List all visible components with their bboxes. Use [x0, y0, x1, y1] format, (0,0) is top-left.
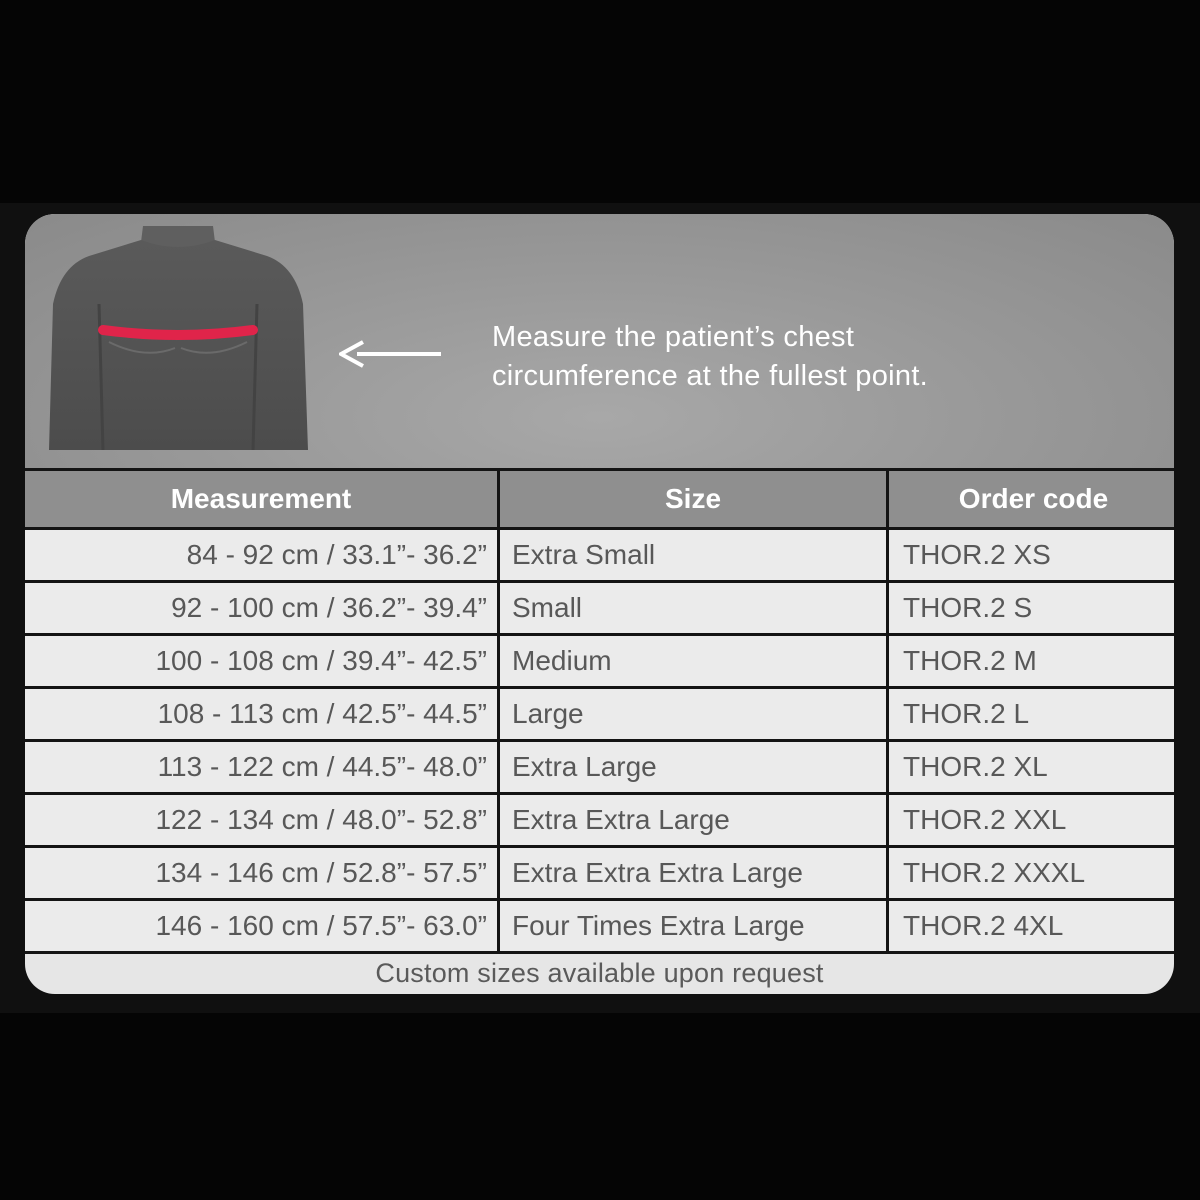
size-cell: Small	[500, 583, 886, 633]
arrow-left-icon	[339, 338, 443, 370]
measurement-instructions-panel	[25, 214, 1174, 468]
order-code-cell: THOR.2 XS	[889, 530, 1174, 580]
measurement-cell: 84 - 92 cm / 33.1”- 36.2”	[25, 530, 497, 580]
measurement-cell: 92 - 100 cm / 36.2”- 39.4”	[25, 583, 497, 633]
measurement-cell: 146 - 160 cm / 57.5”- 63.0”	[25, 901, 497, 951]
size-cell: Four Times Extra Large	[500, 901, 886, 951]
order-code-cell: THOR.2 M	[889, 636, 1174, 686]
measurement-cell: 108 - 113 cm / 42.5”- 44.5”	[25, 689, 497, 739]
order-code-cell: THOR.2 XXL	[889, 795, 1174, 845]
size-table	[25, 468, 1174, 954]
size-cell: Extra Large	[500, 742, 886, 792]
column-header-order-code: Order code	[889, 471, 1174, 527]
custom-sizes-note: Custom sizes available upon request	[375, 957, 824, 988]
measurement-cell: 122 - 134 cm / 48.0”- 52.8”	[25, 795, 497, 845]
size-cell: Extra Small	[500, 530, 886, 580]
measurement-cell: 113 - 122 cm / 44.5”- 48.0”	[25, 742, 497, 792]
size-cell: Medium	[500, 636, 886, 686]
size-chart-card	[25, 214, 1174, 994]
order-code-cell: THOR.2 4XL	[889, 901, 1174, 951]
order-code-cell: THOR.2 XXXL	[889, 848, 1174, 898]
order-code-cell: THOR.2 XL	[889, 742, 1174, 792]
column-header-size: Size	[500, 471, 886, 527]
size-cell: Extra Extra Extra Large	[500, 848, 886, 898]
order-code-cell: THOR.2 S	[889, 583, 1174, 633]
measurement-cell: 100 - 108 cm / 39.4”- 42.5”	[25, 636, 497, 686]
size-cell: Large	[500, 689, 886, 739]
measurement-cell: 134 - 146 cm / 52.8”- 57.5”	[25, 848, 497, 898]
torso-figure-icon	[45, 224, 311, 450]
size-cell: Extra Extra Large	[500, 795, 886, 845]
chest-measure-line	[103, 330, 253, 335]
measure-instruction-text: Measure the patient’s chest circumference at the fullest point.	[492, 321, 929, 392]
column-header-measurement: Measurement	[25, 471, 497, 527]
order-code-cell: THOR.2 L	[889, 689, 1174, 739]
